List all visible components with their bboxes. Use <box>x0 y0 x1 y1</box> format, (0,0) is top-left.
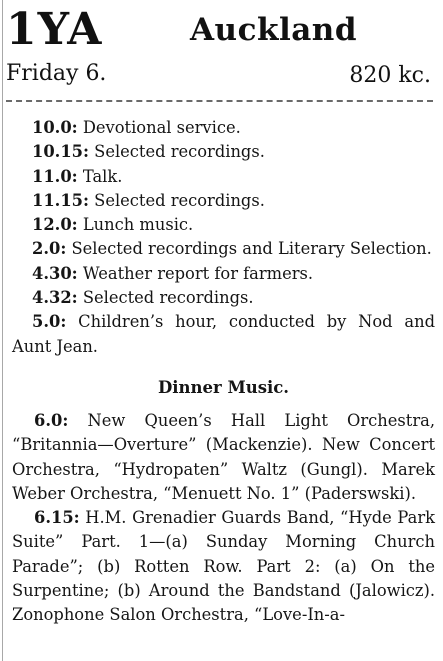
entry-time: 4.30: <box>32 263 78 283</box>
entry-time: 11.15: <box>32 190 89 210</box>
entry-text: Selected recordings and Literary Selection. <box>66 239 432 259</box>
entry-time: 6.15: <box>34 508 80 528</box>
entry-time: 4.32: <box>32 288 78 308</box>
entry-time: 6.0: <box>34 410 69 430</box>
schedule-entry <box>12 116 435 140</box>
schedule-entry <box>12 506 435 627</box>
schedule-entry <box>12 189 435 213</box>
entry-text: New Queen’s Hall Light Orchestra, “Britannia—Overture” (Mackenzie). New Concert Orchestra, “Hydropaten” Waltz (Gungl). Marek Weber Orchestra, “Menuett No. 1” (Paderswski). <box>12 410 435 503</box>
schedule-entry <box>12 213 435 237</box>
header-divider <box>6 100 433 102</box>
broadcast-date: Friday 6. <box>6 61 107 86</box>
entry-text: Children’s hour, conducted by Nod and Aunt Jean. <box>12 312 435 356</box>
entry-text: Selected recordings. <box>89 190 265 210</box>
schedule-entry <box>12 165 435 189</box>
schedule-entry <box>12 286 435 310</box>
column-rule <box>2 0 3 661</box>
entry-time: 10.0: <box>32 118 78 137</box>
station-city: Auckland <box>190 12 358 48</box>
entry-text: Weather report for farmers. <box>77 263 314 283</box>
entry-text: Lunch music. <box>77 215 194 235</box>
schedule-entry <box>12 140 435 164</box>
entry-time: 2.0: <box>32 239 67 259</box>
entry-text: H.M. Grenadier Guards Band, “Hyde Park Suite” Part. 1—(a) Sunday Morning Church Parade”; (b) Rotten Row. Part 2: (a) On the Surpentine; (b) Around the Bandstand (Jalowicz). Zonophone Salon Orchestra, “Love-In-a- <box>12 508 435 625</box>
entry-time: 12.0: <box>32 215 78 235</box>
station-frequency: 820 kc. <box>349 63 431 88</box>
schedule-entry <box>12 409 435 506</box>
entry-time: 10.15: <box>32 142 89 162</box>
entry-time: 5.0: <box>32 312 67 332</box>
entry-text: Devotional service. <box>77 118 241 137</box>
schedule-entry <box>12 237 435 261</box>
entry-text: Talk. <box>77 166 123 186</box>
dinner-music-section <box>12 409 435 628</box>
schedule-entry <box>12 310 435 359</box>
section-heading: Dinner Music. <box>157 377 290 397</box>
entry-text: Selected recordings. <box>77 288 254 308</box>
entry-text: Selected recordings. <box>89 142 265 162</box>
programme-listing <box>12 116 435 628</box>
schedule-entry <box>12 262 435 286</box>
station-call-sign: 1YA <box>6 4 103 55</box>
entry-time: 11.0: <box>32 166 78 186</box>
